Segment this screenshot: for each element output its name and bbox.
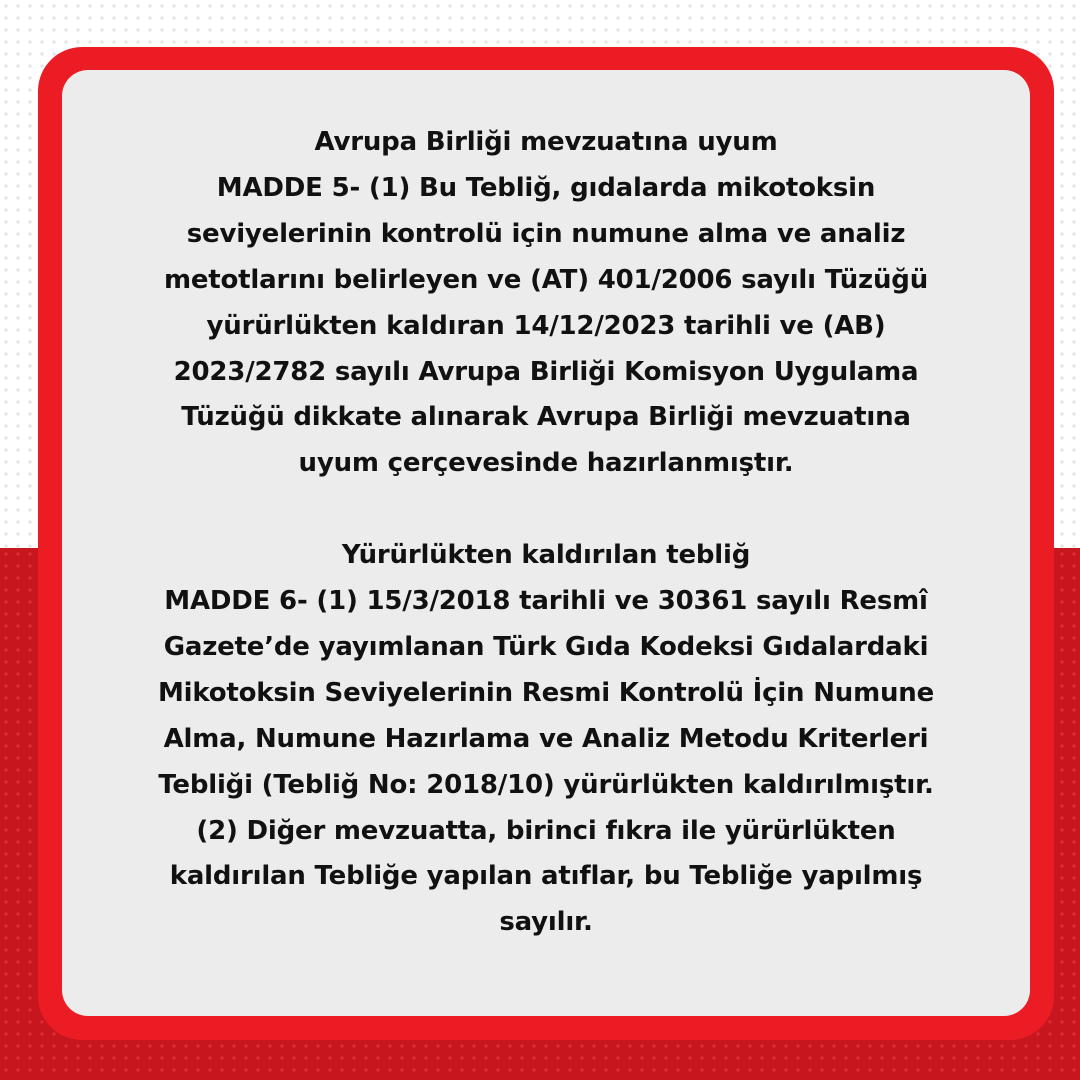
section-heading: Avrupa Birliği mevzuatına uyum	[314, 127, 778, 157]
article-line: sayılır.	[499, 907, 593, 938]
paragraph-gap	[82, 487, 1010, 533]
article-line: uyum çerçevesinde hazırlanmıştır.	[298, 448, 794, 479]
article-line: MADDE 6- (1) 15/3/2018 tarihli ve 30361 sayılı Resmî	[164, 586, 928, 617]
section-repealed-communique	[82, 533, 1010, 946]
article-line: Alma, Numune Hazırlama ve Analiz Metodu Kriterleri	[163, 723, 929, 754]
article-line: yürürlükten kaldıran 14/12/2023 tarihli ve (AB)	[206, 310, 886, 341]
article-line: (2) Diğer mevzuatta, birinci fıkra ile yürürlükten	[196, 815, 896, 846]
article-line: Mikotoksin Seviyelerinin Resmi Kontrolü İçin Numune	[157, 677, 935, 708]
article-line: kaldırılan Tebliğe yapılan atıflar, bu Tebliğe yapılmış	[169, 861, 923, 892]
article-line: Tebliği (Tebliğ No: 2018/10) yürürlükten kaldırılmıştır.	[158, 769, 934, 800]
section-eu-harmonization	[82, 120, 1010, 487]
article-line: Gazete’de yayımlanan Türk Gıda Kodeksi Gıdalardaki	[163, 631, 929, 662]
section-heading: Yürürlükten kaldırılan tebliğ	[341, 540, 751, 571]
article-line: Tüzüğü dikkate alınarak Avrupa Birliği mevzuatına	[181, 402, 911, 433]
article-line: seviyelerinin kontrolü için numune alma ve analiz	[186, 218, 906, 249]
article-line: metotlarını belirleyen ve (AT) 401/2006 sayılı Tüzüğü	[163, 264, 929, 295]
article-line: MADDE 5- (1) Bu Tebliğ, gıdalarda mikotoksin	[216, 172, 876, 203]
text-card	[62, 70, 1030, 1016]
article-line: 2023/2782 sayılı Avrupa Birliği Komisyon Uygulama	[173, 356, 919, 387]
